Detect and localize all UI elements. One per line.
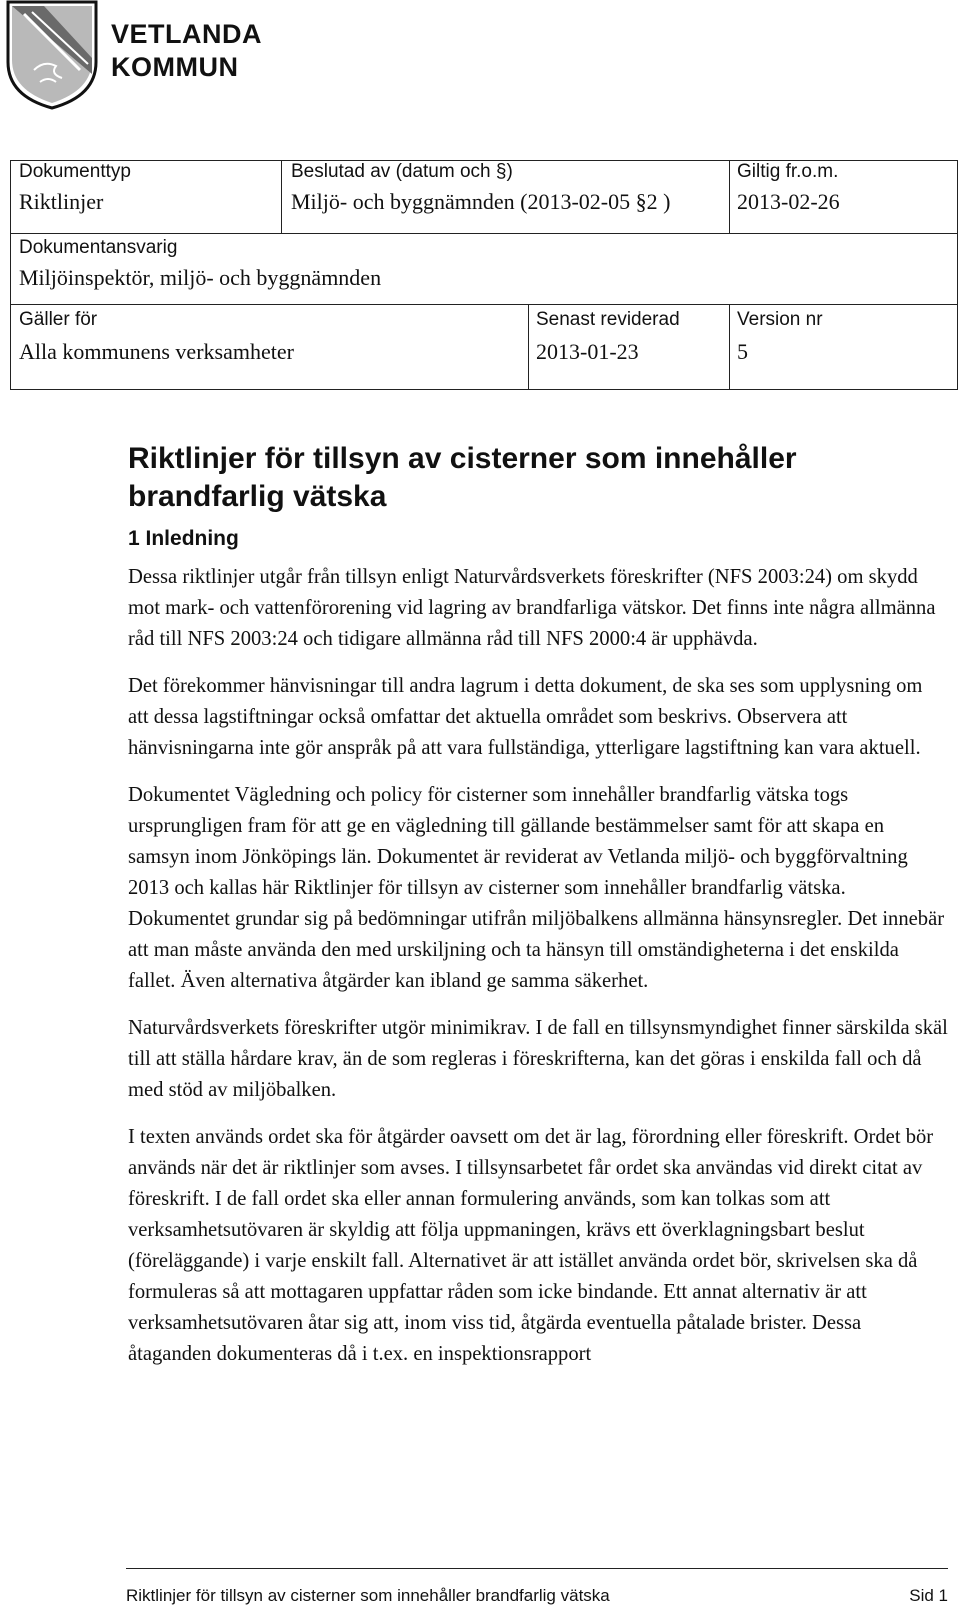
paragraph: Det förekommer hänvisningar till andra lagrum i detta dokument, de ska ses som upplysning om att dessa lagstiftningar också omfattar det aktuella området som beskrivs. Observera att hänvisningarna inte gör anspråk på att vara fullständiga, ytterligare lagstiftning kan vara aktuell. [128,675,923,759]
vetlanda-logo [4,0,264,110]
doc-type-label: Dokumenttyp [19,161,131,182]
footer-text: Riktlinjer för tillsyn av cisterner som innehåller brandfarlig vätska [126,1586,610,1605]
valid-from-label: Giltig fr.o.m. [737,161,839,182]
paragraph: I texten används ordet ska för åtgärder oavsett om det är lag, förordning eller föreskrift. Ordet bör används när det är riktlinjer som avses. I tillsynsarbetet får ordet ska användas vid direkt citat av föreskrift. I de fall ordet ska eller annan formulering används, som kan tolkas som att verksamhetsutövaren är skyldig att följa uppmaningen, krävs ett överklagningsbart beslut (föreläggande) i varje enskilt fall. Alternativet är att istället använda ordet bör, skrivelsen ska då formuleras så att mottagaren uppfattar råden som icke bindande. Ett annat alternativ är att verksamhetsutövaren åtar sig att, inom viss tid, åtgärda eventuella påtalade brister. Dessa åtaganden dokumenteras då i t.ex. en inspektionsrapport [128,1126,934,1365]
applies-to-value: Alla kommunens verksamheter [19,339,294,364]
applies-to-label: Gäller för [19,309,98,330]
applies-to-cell [19,309,294,365]
document-info-table [10,160,958,390]
revised-label: Senast reviderad [536,309,680,330]
section-heading: 1 Inledning [128,527,239,550]
page-footer [126,1568,948,1605]
valid-from-value: 2013-02-26 [737,189,840,214]
responsible-cell [19,237,381,291]
document-body [128,440,948,1386]
decided-by-label: Beslutad av (datum och §) [291,161,513,182]
revised-value: 2013-01-23 [536,339,639,364]
decided-by-value: Miljö- och byggnämnden (2013-02-05 §2 ) [291,189,671,214]
logo-line-2: KOMMUN [111,52,239,82]
paragraph: Naturvårdsverkets föreskrifter utgör minimikrav. I de fall en tillsynsmyndighet finner särskilda skäl till att ställa hårdare krav, än de som regleras i föreskrifterna, kan det göras i enskilda fall och då med stöd av miljöbalken. [128,1017,948,1101]
version-value: 5 [737,339,748,364]
valid-from-cell [737,161,840,215]
responsible-value: Miljöinspektör, miljö- och byggnämnden [19,265,382,290]
document-title: Riktlinjer för tillsyn av cisterner som innehåller brandfarlig vätska [128,442,797,513]
doc-type-value: Riktlinjer [19,189,104,214]
paragraph: Dokumentet Vägledning och policy för cisterner som innehåller brandfarlig vätska togs ursprungligen fram för att ge en vägledning till gällande bestämmelser samt för att skapa en samsyn inom Jönköpings län. Dokumentet är reviderat av Vetlanda miljö- och byggförvaltning 2013 och kallas här Riktlinjer för tillsyn av cisterner som innehåller brandfarlig vätska. Dokumentet grundar sig på bedömningar utifrån miljöbalkens allmänna hänsynsregler. Det innebär att man måste använda den med urskiljning och ta hänsyn till omständigheterna i det enskilda fallet. Även alternativa åtgärder kan ibland ge samma säkerhet. [128,784,945,992]
doc-type-cell [19,161,131,215]
responsible-label: Dokumentansvarig [19,237,178,258]
decided-by-cell [291,161,670,215]
logo-line-1: VETLANDA [111,19,262,49]
version-cell [737,309,823,365]
revised-cell [536,309,680,365]
page-number: Sid 1 [909,1586,948,1605]
paragraph: Dessa riktlinjer utgår från tillsyn enligt Naturvårdsverkets föreskrifter (NFS 2003:24) om skydd mot mark- och vattenförorening vid lagring av brandfarliga vätskor. Det finns inte några allmänna råd till NFS 2003:24 och tidigare allmänna råd till NFS 2000:4 är upphävda. [128,566,936,650]
version-label: Version nr [737,309,823,330]
municipal-coat-of-arms-icon [4,0,104,110]
